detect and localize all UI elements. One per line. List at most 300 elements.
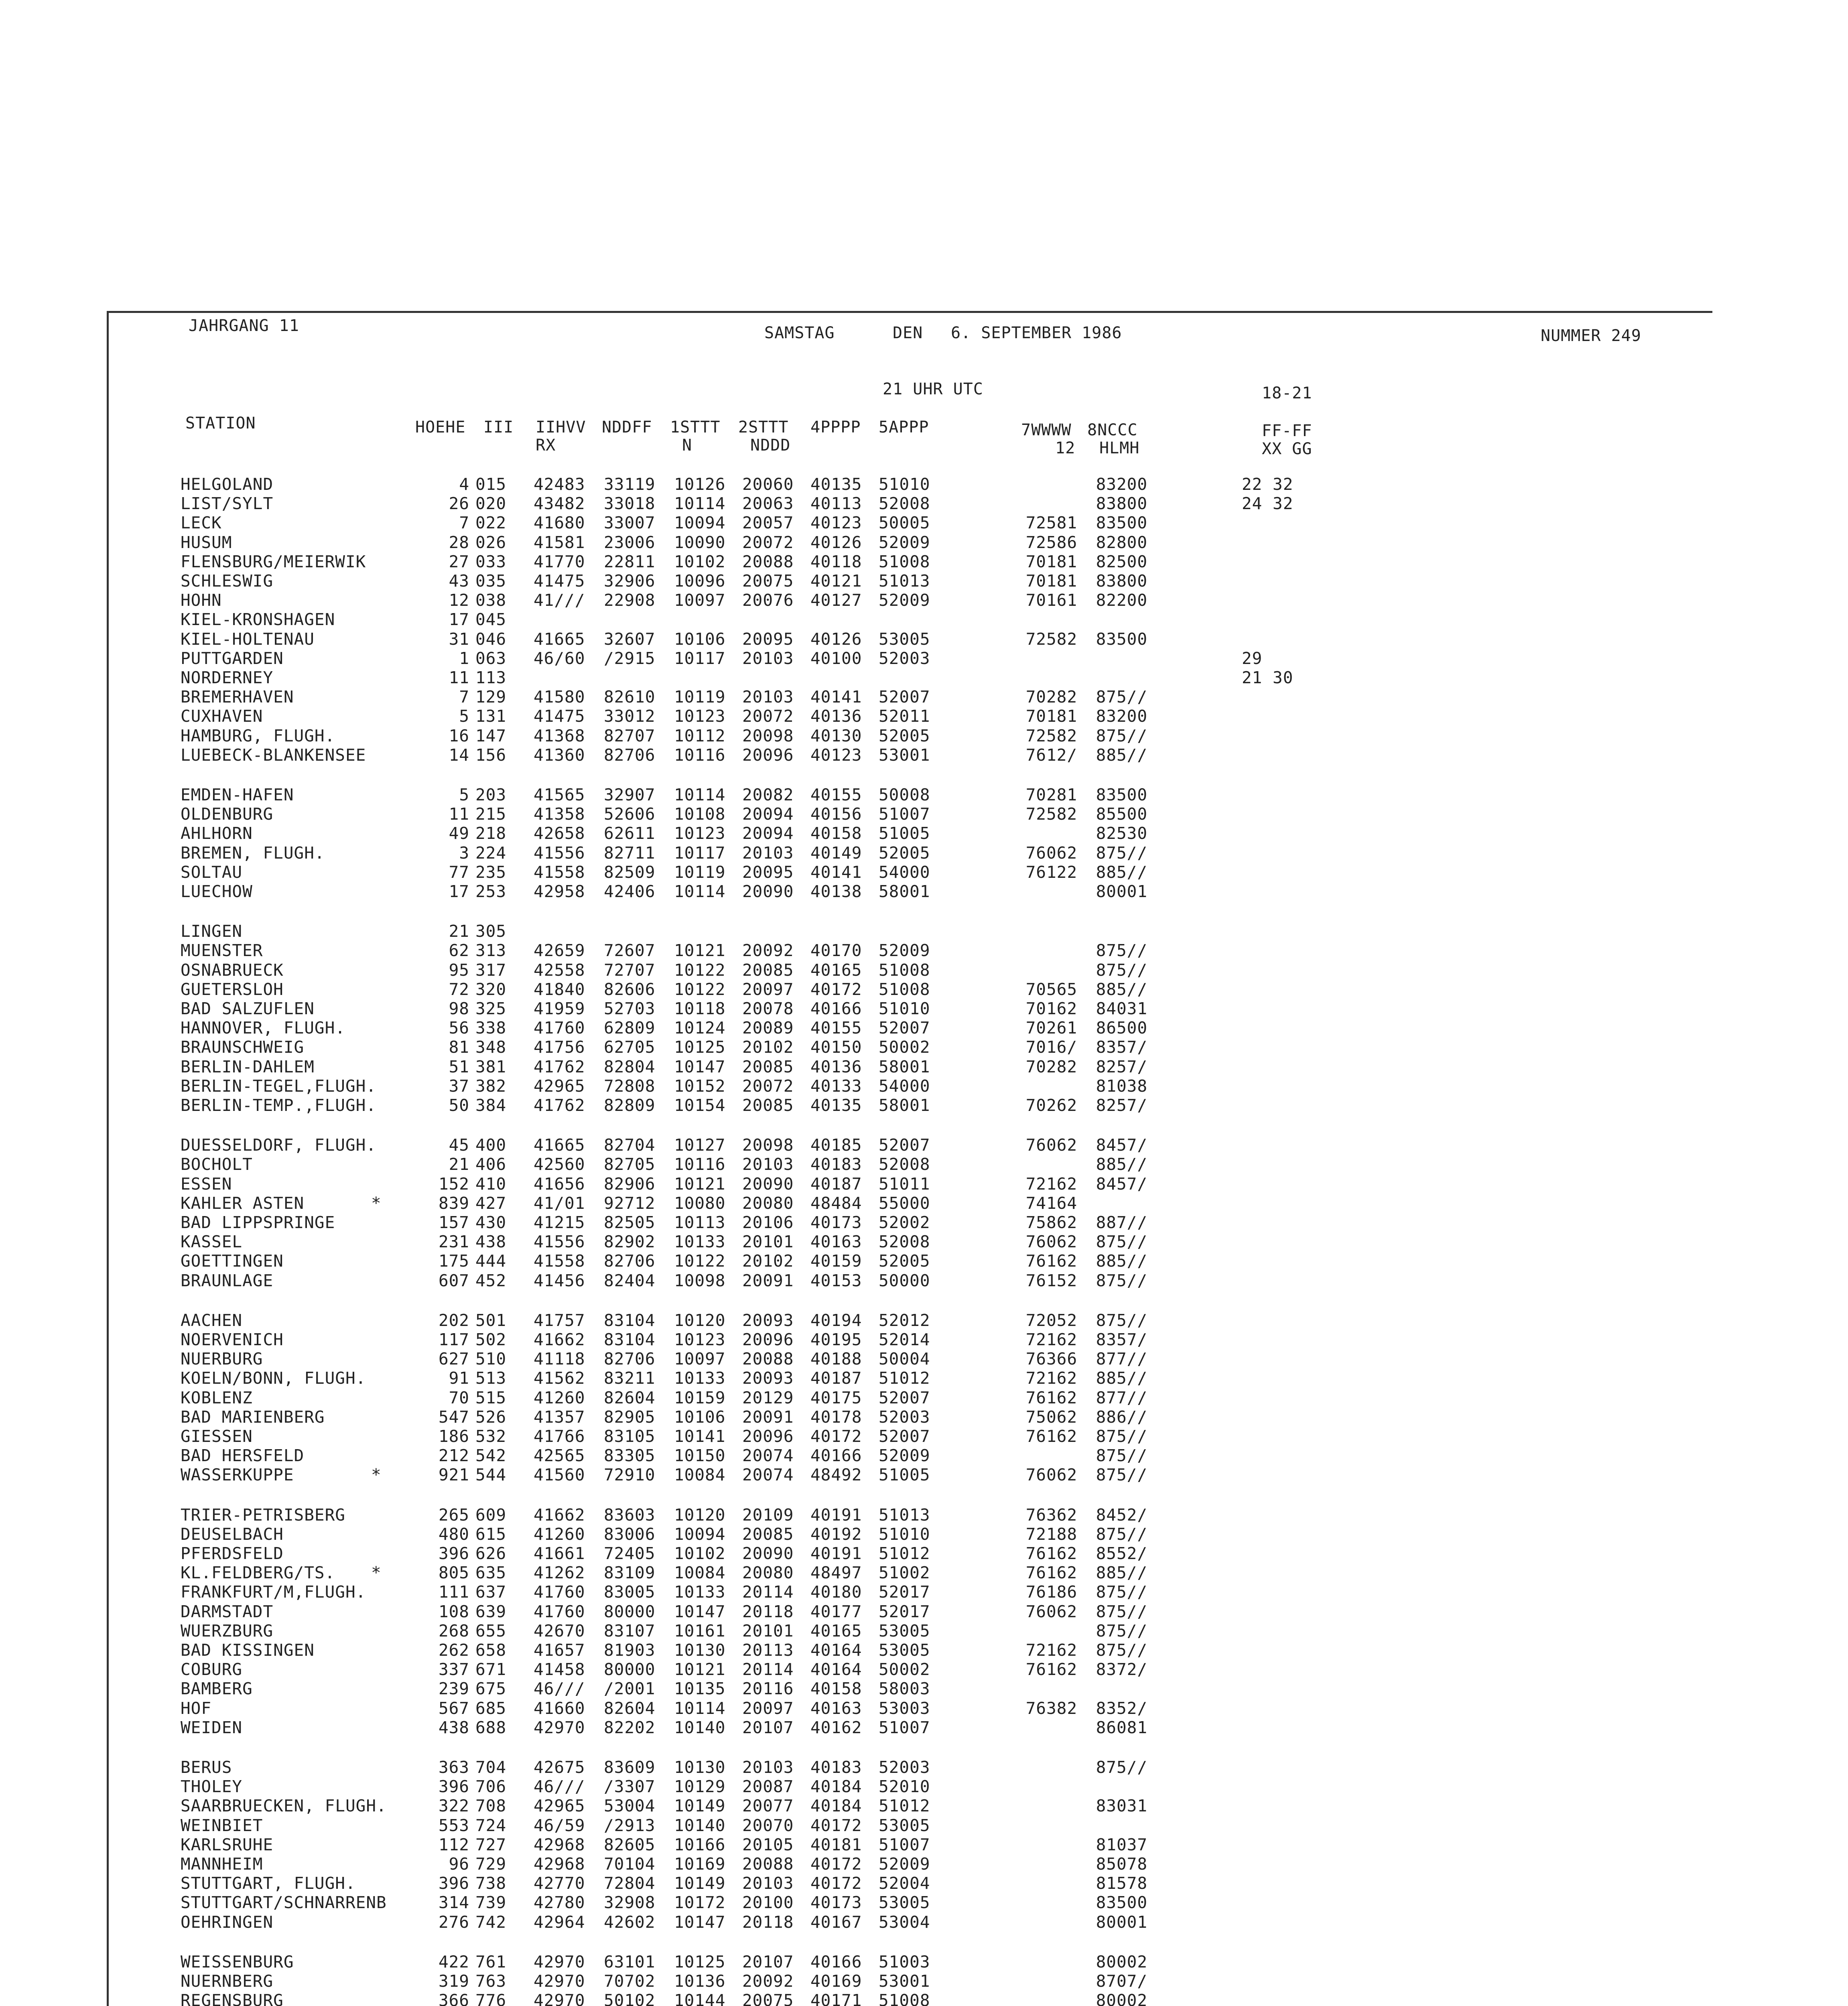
cell-ww: 76122: [1026, 863, 1077, 882]
table-row: [0, 1368, 1848, 1388]
cell-s1: 10123: [674, 1330, 726, 1349]
table-row: [0, 1155, 1848, 1174]
cell-s2: 20118: [742, 1602, 794, 1621]
cell-s2: 20093: [742, 1368, 794, 1388]
cell-hoehe: 95: [449, 960, 469, 980]
station-name: OSNABRUECK: [181, 960, 284, 980]
cell-s2: 20129: [742, 1388, 794, 1407]
cell-p4: 40171: [810, 1991, 862, 2006]
cell-nddff: 83109: [604, 1563, 656, 1582]
cell-s1: 10084: [674, 1465, 726, 1484]
cell-hoehe: 265: [438, 1505, 469, 1525]
cell-p5: 53004: [879, 1913, 930, 1932]
station-name: KIEL-HOLTENAU: [181, 629, 315, 649]
cell-p4: 40194: [810, 1311, 862, 1330]
station-name: BAD SALZUFLEN: [181, 999, 315, 1018]
table-row: [0, 687, 1848, 707]
table-row: [0, 1096, 1848, 1115]
station-name: MANNHEIM: [181, 1854, 263, 1874]
cell-p4: 40184: [810, 1796, 862, 1815]
table-row: [0, 1835, 1848, 1854]
cell-nddff: 72808: [604, 1076, 656, 1096]
cell-nc: 83500: [1096, 1893, 1147, 1912]
cell-ww: 76162: [1026, 1388, 1077, 1407]
cell-s2: 20060: [742, 475, 794, 494]
cell-iii: 131: [475, 707, 507, 726]
table-row: [0, 1679, 1848, 1698]
cell-nddff: 82809: [604, 1096, 656, 1115]
cell-p4: 40169: [810, 1971, 862, 1991]
station-name: PUTTGARDEN: [181, 649, 284, 668]
cell-s2: 20094: [742, 804, 794, 824]
cell-ww: 76162: [1026, 1427, 1077, 1446]
cell-s2: 20109: [742, 1505, 794, 1525]
cell-iii: 532: [475, 1427, 507, 1446]
weekday-label: SAMSTAG: [764, 324, 835, 342]
cell-hoehe: 14: [449, 745, 469, 765]
cell-ww: 70181: [1026, 707, 1077, 726]
cell-hoehe: 11: [449, 804, 469, 824]
cell-s1: 10084: [674, 1563, 726, 1582]
station-name: SCHLESWIG: [181, 571, 274, 591]
cell-ww: 72582: [1026, 629, 1077, 649]
cell-hoehe: 547: [438, 1407, 469, 1427]
cell-iii: 635: [475, 1563, 507, 1582]
cell-p5: 51007: [879, 804, 930, 824]
cell-s1: 10118: [674, 999, 726, 1018]
cell-s1: 10135: [674, 1679, 726, 1698]
cell-ww: 72162: [1026, 1641, 1077, 1660]
cell-nc: 875//: [1096, 1232, 1147, 1251]
station-name: GUETERSLOH: [181, 980, 284, 999]
cell-p5: 51012: [879, 1544, 930, 1563]
cell-iihvv: 42670: [534, 1621, 585, 1641]
cell-p4: 40113: [810, 494, 862, 513]
cell-iihvv: 41665: [534, 629, 585, 649]
cell-iii: 313: [475, 941, 507, 960]
cell-iii: 452: [475, 1271, 507, 1290]
cell-p5: 52011: [879, 707, 930, 726]
cell-p4: 40141: [810, 863, 862, 882]
cell-nc: 877//: [1096, 1388, 1147, 1407]
cell-hoehe: 607: [438, 1271, 469, 1290]
cell-iihvv: 41558: [534, 1251, 585, 1271]
cell-ww: 72052: [1026, 1311, 1077, 1330]
cell-nc: 80001: [1096, 1913, 1147, 1932]
cell-hoehe: 239: [438, 1679, 469, 1698]
table-row: [0, 726, 1848, 745]
cell-p5: 51005: [879, 1465, 930, 1484]
cell-s1: 10097: [674, 1349, 726, 1368]
cell-iii: 348: [475, 1038, 507, 1057]
table-row: [0, 591, 1848, 610]
cell-p4: 40183: [810, 1155, 862, 1174]
cell-iii: 729: [475, 1854, 507, 1874]
cell-s1: 10114: [674, 1699, 726, 1718]
cell-p4: 40172: [810, 1854, 862, 1874]
cell-s2: 20077: [742, 1796, 794, 1815]
cell-iii: 113: [475, 668, 507, 687]
cell-p5: 51003: [879, 1952, 930, 1971]
cell-p4: 40195: [810, 1330, 862, 1349]
cell-iihvv: 41661: [534, 1544, 585, 1563]
cell-hoehe: 314: [438, 1893, 469, 1912]
station-name: FLENSBURG/MEIERWIK: [181, 552, 366, 571]
cell-iihvv: 41757: [534, 1311, 585, 1330]
cell-s2: 20085: [742, 960, 794, 980]
cell-nc: 885//: [1096, 1368, 1147, 1388]
table-row: [0, 475, 1848, 494]
cell-nddff: 50102: [604, 1991, 656, 2006]
cell-iihvv: 41/01: [534, 1194, 585, 1213]
cell-iii: 045: [475, 610, 507, 629]
cell-p4: 40123: [810, 745, 862, 765]
cell-s2: 20072: [742, 1076, 794, 1096]
cell-s2: 20102: [742, 1038, 794, 1057]
cell-s1: 10121: [674, 1660, 726, 1679]
table-row: [0, 1271, 1848, 1290]
cell-nc: 84031: [1096, 999, 1147, 1018]
cell-p5: 52017: [879, 1602, 930, 1621]
station-name: BAD LIPPSPRINGE: [181, 1213, 335, 1232]
cell-iii: 544: [475, 1465, 507, 1484]
date-label: 6. SEPTEMBER 1986: [951, 324, 1122, 342]
cell-p5: 52005: [879, 843, 930, 863]
cell-nddff: 62809: [604, 1018, 656, 1038]
cell-s1: 10120: [674, 1311, 726, 1330]
column-header-hoehe: HOEHE: [415, 418, 466, 437]
cell-p4: 48492: [810, 1465, 862, 1484]
cell-iii: 671: [475, 1660, 507, 1679]
cell-nddff: 83609: [604, 1758, 656, 1777]
cell-nddff: 82705: [604, 1155, 656, 1174]
cell-nc: 886//: [1096, 1407, 1147, 1427]
cell-iii: 406: [475, 1155, 507, 1174]
cell-s2: 20085: [742, 1096, 794, 1115]
cell-nc: 85078: [1096, 1854, 1147, 1874]
cell-iihvv: 42968: [534, 1835, 585, 1854]
table-row: [0, 1699, 1848, 1718]
cell-p5: 52010: [879, 1777, 930, 1796]
cell-nddff: 83107: [604, 1621, 656, 1641]
table-row: [0, 1194, 1848, 1213]
table-row: [0, 1893, 1848, 1912]
cell-iihvv: 41680: [534, 513, 585, 532]
cell-nc: 875//: [1096, 687, 1147, 707]
cell-iii: 033: [475, 552, 507, 571]
table-row: [0, 1388, 1848, 1407]
cell-hoehe: 627: [438, 1349, 469, 1368]
cell-s1: 10123: [674, 707, 726, 726]
cell-hoehe: 51: [449, 1057, 469, 1076]
cell-s1: 10147: [674, 1602, 726, 1621]
cell-nddff: 52703: [604, 999, 656, 1018]
cell-s2: 20098: [742, 726, 794, 745]
table-row: [0, 1621, 1848, 1641]
cell-iihvv: 41262: [534, 1563, 585, 1582]
station-name: BAMBERG: [181, 1679, 253, 1698]
station-name: CUXHAVEN: [181, 707, 263, 726]
table-row: [0, 843, 1848, 863]
cell-hoehe: 17: [449, 610, 469, 629]
cell-p4: 40141: [810, 687, 862, 707]
cell-s2: 20092: [742, 941, 794, 960]
cell-s1: 10141: [674, 1427, 726, 1446]
cell-s2: 20095: [742, 629, 794, 649]
cell-hoehe: 5: [459, 707, 469, 726]
cell-hoehe: 31: [449, 629, 469, 649]
cell-hoehe: 212: [438, 1446, 469, 1465]
cell-nc: 885//: [1096, 980, 1147, 999]
cell-ww: 70261: [1026, 1018, 1077, 1038]
cell-p4: 48484: [810, 1194, 862, 1213]
cell-nc: 875//: [1096, 941, 1147, 960]
cell-iii: 655: [475, 1621, 507, 1641]
table-row: [0, 804, 1848, 824]
cell-hoehe: 396: [438, 1544, 469, 1563]
cell-nc: 81578: [1096, 1874, 1147, 1893]
cell-iihvv: 46///: [534, 1777, 585, 1796]
cell-nddff: 82604: [604, 1388, 656, 1407]
cell-nc: 86081: [1096, 1718, 1147, 1737]
cell-nc: 80002: [1096, 1952, 1147, 1971]
cell-nc: 885//: [1096, 1563, 1147, 1582]
cell-ww: 70565: [1026, 980, 1077, 999]
cell-p5: 53005: [879, 1893, 930, 1912]
cell-s1: 10133: [674, 1232, 726, 1251]
cell-p5: 52007: [879, 1388, 930, 1407]
cell-nc: 83200: [1096, 707, 1147, 726]
cell-p4: 40187: [810, 1174, 862, 1194]
cell-nc: 877//: [1096, 1349, 1147, 1368]
cell-nddff: /2001: [604, 1679, 656, 1698]
cell-iihvv: 42780: [534, 1893, 585, 1912]
cell-iihvv: 41565: [534, 785, 585, 804]
cell-hoehe: 49: [449, 824, 469, 843]
cell-ww: 70181: [1026, 571, 1077, 591]
cell-iii: 218: [475, 824, 507, 843]
cell-s2: 20080: [742, 1194, 794, 1213]
cell-nc: 8452/: [1096, 1505, 1147, 1525]
station-name: LUECHOW: [181, 882, 253, 901]
cell-iihvv: 41558: [534, 863, 585, 882]
cell-s1: 10122: [674, 1251, 726, 1271]
cell-p5: 52009: [879, 591, 930, 610]
station-name: BAD MARIENBERG: [181, 1407, 325, 1427]
cell-p4: 40188: [810, 1349, 862, 1368]
cell-iii: 685: [475, 1699, 507, 1718]
cell-s1: 10117: [674, 843, 726, 863]
cell-hoehe: 111: [438, 1582, 469, 1602]
cell-p5: 53005: [879, 629, 930, 649]
cell-iii: 015: [475, 475, 507, 494]
cell-p4: 40170: [810, 941, 862, 960]
station-name: BRAUNLAGE: [181, 1271, 274, 1290]
table-row: [0, 1038, 1848, 1057]
cell-p4: 40149: [810, 843, 862, 863]
cell-nc: 875//: [1096, 960, 1147, 980]
cell-s1: 10094: [674, 513, 726, 532]
cell-nddff: 72804: [604, 1874, 656, 1893]
cell-iii: 410: [475, 1174, 507, 1194]
cell-nddff: 80000: [604, 1602, 656, 1621]
station-name: HAMBURG, FLUGH.: [181, 726, 335, 745]
cell-iihvv: 41762: [534, 1096, 585, 1115]
cell-hoehe: 11: [449, 668, 469, 687]
cell-p5: 51002: [879, 1563, 930, 1582]
cell-iihvv: 42483: [534, 475, 585, 494]
cell-s2: 20090: [742, 1174, 794, 1194]
cell-iihvv: 42964: [534, 1913, 585, 1932]
cell-p5: 52007: [879, 687, 930, 707]
cell-p5: 50005: [879, 513, 930, 532]
cell-s1: 10150: [674, 1446, 726, 1465]
cell-iihvv: 41///: [534, 591, 585, 610]
cell-s1: 10121: [674, 1174, 726, 1194]
cell-iihvv: 41215: [534, 1213, 585, 1232]
cell-s2: 20094: [742, 824, 794, 843]
cell-ww: 70262: [1026, 1096, 1077, 1115]
cell-nc: 82800: [1096, 533, 1147, 552]
table-row: [0, 1777, 1848, 1796]
table-row: [0, 1971, 1848, 1991]
cell-ww: 76186: [1026, 1582, 1077, 1602]
station-name: GIESSEN: [181, 1427, 253, 1446]
cell-iii: 384: [475, 1096, 507, 1115]
cell-hoehe: 112: [438, 1835, 469, 1854]
cell-iii: 430: [475, 1213, 507, 1232]
cell-p5: 52007: [879, 1135, 930, 1155]
cell-nc: 875//: [1096, 1311, 1147, 1330]
cell-iihvv: 41556: [534, 843, 585, 863]
cell-ww: 76162: [1026, 1544, 1077, 1563]
cell-iihvv: 41656: [534, 1174, 585, 1194]
cell-iii: 026: [475, 533, 507, 552]
cell-iihvv: 42965: [534, 1796, 585, 1815]
cell-ww: 72162: [1026, 1368, 1077, 1388]
cell-s2: 20070: [742, 1816, 794, 1835]
cell-hoehe: 438: [438, 1718, 469, 1737]
cell-ww: 72586: [1026, 533, 1077, 552]
cell-p5: 53005: [879, 1816, 930, 1835]
table-row: [0, 668, 1848, 687]
cell-iihvv: 41475: [534, 707, 585, 726]
mountain-station-marker: *: [371, 1194, 382, 1213]
cell-s2: 20075: [742, 1991, 794, 2006]
cell-ww: 75062: [1026, 1407, 1077, 1427]
cell-iihvv: 42970: [534, 1971, 585, 1991]
cell-p5: 52017: [879, 1582, 930, 1602]
cell-iii: 526: [475, 1407, 507, 1427]
cell-p5: 52009: [879, 941, 930, 960]
cell-p4: 40156: [810, 804, 862, 824]
cell-nddff: 32607: [604, 629, 656, 649]
cell-nddff: 83211: [604, 1368, 656, 1388]
cell-s2: 20103: [742, 1155, 794, 1174]
cell-hoehe: 5: [459, 785, 469, 804]
cell-iihvv: 41662: [534, 1505, 585, 1525]
cell-iihvv: 41458: [534, 1660, 585, 1679]
cell-p5: 52003: [879, 1758, 930, 1777]
cell-s1: 10147: [674, 1913, 726, 1932]
den-label: DEN: [893, 324, 923, 342]
cell-nddff: 83105: [604, 1427, 656, 1446]
cell-s2: 20097: [742, 1699, 794, 1718]
cell-nc: 8457/: [1096, 1135, 1147, 1155]
table-row: [0, 1563, 1848, 1582]
cell-s1: 10124: [674, 1018, 726, 1038]
cell-s2: 20101: [742, 1621, 794, 1641]
period-range: 18-21: [1262, 384, 1312, 402]
cell-p4: 40159: [810, 1251, 862, 1271]
cell-s1: 10122: [674, 960, 726, 980]
cell-p5: 52003: [879, 1407, 930, 1427]
cell-nc: 8552/: [1096, 1544, 1147, 1563]
cell-p4: 40166: [810, 1952, 862, 1971]
cell-nc: 8707/: [1096, 1971, 1147, 1991]
cell-s2: 20085: [742, 1525, 794, 1544]
cell-ww: 76382: [1026, 1699, 1077, 1718]
cell-nc: 83500: [1096, 629, 1147, 649]
cell-hoehe: 81: [449, 1038, 469, 1057]
cell-ff: 24 32: [1242, 494, 1294, 513]
station-name: LECK: [181, 513, 222, 532]
table-row: [0, 960, 1848, 980]
cell-s2: 20096: [742, 1330, 794, 1349]
cell-nc: 83031: [1096, 1796, 1147, 1815]
cell-nddff: 83603: [604, 1505, 656, 1525]
cell-s1: 10136: [674, 1971, 726, 1991]
station-name: WASSERKUPPE: [181, 1465, 294, 1484]
table-row: [0, 824, 1848, 843]
cell-iihvv: 41562: [534, 1368, 585, 1388]
table-row: [0, 629, 1848, 649]
station-name: KOBLENZ: [181, 1388, 253, 1407]
cell-iihvv: 41357: [534, 1407, 585, 1427]
cell-hoehe: 805: [438, 1563, 469, 1582]
cell-nddff: 83005: [604, 1582, 656, 1602]
cell-p5: 53001: [879, 1971, 930, 1991]
cell-ww: 76152: [1026, 1271, 1077, 1290]
table-row: [0, 1602, 1848, 1621]
cell-s1: 10113: [674, 1213, 726, 1232]
cell-hoehe: 202: [438, 1311, 469, 1330]
cell-p4: 40135: [810, 475, 862, 494]
cell-nc: 875//: [1096, 1465, 1147, 1484]
cell-nddff: /2913: [604, 1816, 656, 1835]
cell-iihvv: 41660: [534, 1699, 585, 1718]
cell-p4: 40150: [810, 1038, 862, 1057]
cell-ff: 22 32: [1242, 475, 1294, 494]
table-row: [0, 1057, 1848, 1076]
cell-p5: 52012: [879, 1311, 930, 1330]
cell-iii: 382: [475, 1076, 507, 1096]
cell-s1: 10122: [674, 980, 726, 999]
cell-hoehe: 276: [438, 1913, 469, 1932]
cell-iihvv: 41118: [534, 1349, 585, 1368]
cell-p4: 40180: [810, 1582, 862, 1602]
table-row: [0, 1213, 1848, 1232]
cell-hoehe: 152: [438, 1174, 469, 1194]
cell-s2: 20118: [742, 1913, 794, 1932]
cell-s1: 10116: [674, 1155, 726, 1174]
cell-s1: 10114: [674, 785, 726, 804]
cell-s1: 10096: [674, 571, 726, 591]
cell-iii: 688: [475, 1718, 507, 1737]
cell-s1: 10125: [674, 1038, 726, 1057]
cell-iii: 305: [475, 922, 507, 941]
cell-hoehe: 27: [449, 552, 469, 571]
